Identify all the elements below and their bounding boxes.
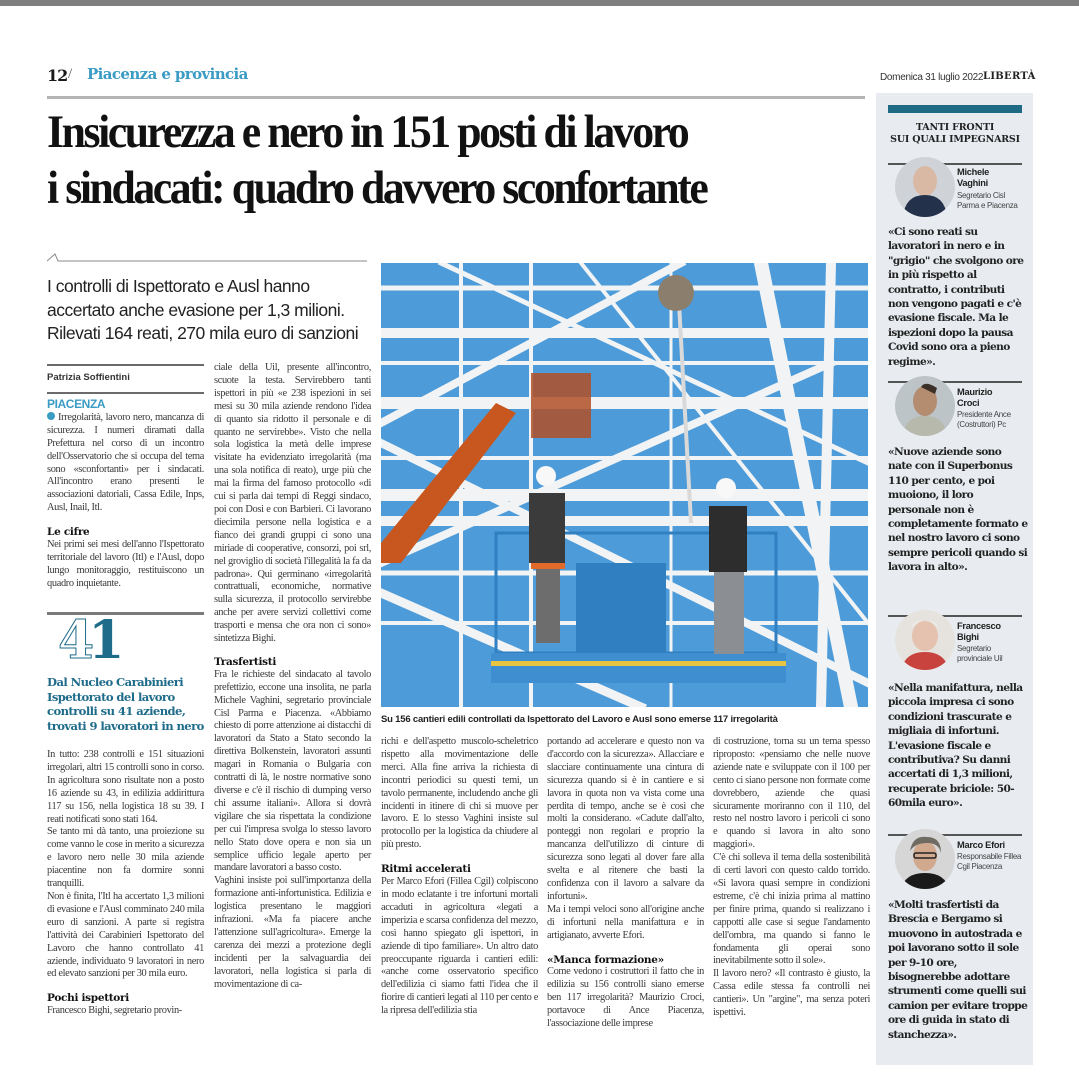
headline [47,104,819,216]
article-paragraph: Nei primi sei mesi dell'anno l'Ispettorato territoriale del lavoro (Itl) e l'Ausl, dopo lungo monitoraggio, restituiscono un quadro inquietante. [47,539,204,589]
article-intro: Irregolarità, lavoro nero, mancanza di sicurezza. I numeri diramati dalla Prefettura nel corso di un incontro dell'Osservatorio che si occupa del tema sono «sconfortanti» per i sindacati. All'incontro erano presenti le associazioni datoriali, Cassa Edile, Inps, Ausl, Inail, Itl. [47,411,204,514]
article-paragraph: Ma i tempi veloci sono all'origine anche di infortuni nella manifattura e in artigianato, avverte Efori. [547,903,704,941]
article-paragraph: ciale della Uil, presente all'incontro, scuote la testa. Servirebbero tanti ispettori in più «e 238 ispezioni in sei mesi su 30 mila aziende rendono l'idea di quanto sia ridotto il personale e di quanto ne servirebbe». Visto che nella sola logistica la metà delle imprese visitate ha evidenziato irregolarità (ma una sola notifica di reato), urge più che mai la firma del famoso protocollo «di cui si parla dai tempi di Reggi sindaco, poi con Dosi e con Barbieri. Ci lavorano diecimila persone nella logistica e a fianco dei grandi gruppi ci sono una miriade di cooperative, consorzi, poi srl, nel groviglio di società l'illegalità la fa da padrona». Qui germinano «irregolarità contrattuali, economiche, normative sulla sicurezza, il protocollo servirebbe anche per avere servizi collettivi come trasporti e mensa che ora non ci sono» sintetizza Bighi. [214,362,371,645]
person-name-line-2: Bighi [957,631,979,642]
person-name-line-1: Michele [957,167,990,177]
person-quote: «Molti trasfertisti da Brescia e Bergamo si muovono in autostrada e poi lavorano sotto il sole per 9-10 ore, bisognerebbe adottare strumenti come quelli sui camion per evitare troppe ore di guida in stato di stanchezza». [888,899,1028,1041]
subheadline [47,275,377,346]
portrait-icon [895,829,955,889]
article-paragraph: Francesco Bighi, segretario provin- [47,1005,182,1017]
person-name-line-1: Maurizio [957,387,993,397]
article-paragraph: Vaghini insiste poi sull'importanza della formazione anti-infortunistica. Edilizia e logistica presentano le maggiori infrazioni. «Ma fa piacere anche l'attenzione sull'agricoltura». Emerge la carenza dei mezzi a protezione degli incidenti per la salvaguardia dei lavoratori, nella logistica si parla di movimentazione di ca- [214,875,371,990]
subtitle-le-cifre: Le cifre [47,526,90,539]
factbox-digit-outline: 4 [58,610,89,671]
avatar-marco-efori [895,829,955,889]
article-paragraph: Per Marco Efori (Fillea Cgil) colpiscono in modo eclatante i tre infortuni mortali accaduti in agricoltura «legati a imperizia e scarsa confidenza del mezzo, così hanno spiegato gli ispettori, in aziende di tipo familiare». Un altro dato preoccupante riguarda i cantieri edili: «anche come osservatorio specifico dell'edilizia ci siamo fatti l'idea che il fiorire di cantieri legati al 110 per cento e la ripresa dell'edilizia stia [381,876,538,1017]
article-column-1-bottom [47,749,204,1018]
byline-rule-bottom [47,392,204,394]
article-column-3 [381,736,538,1018]
header-slash: / [68,66,73,82]
subtitle-ritmi-accelerati: Ritmi accelerati [381,863,471,876]
article-dateline: PIACENZA [47,397,106,411]
person-quote: «Nella manifattura, nella piccola impresa ci sono condizioni trascurate e migliaia di infortuni. L'evasione fiscale e contributiva? Su danni accertati di 1,3 milioni, recuperate briciole: 50-60mila euro». [888,682,1023,810]
article-column-4 [547,736,704,1031]
person-name [957,621,1001,642]
person-name-line-1: Francesco [957,621,1001,631]
header-divider [47,96,865,99]
article-paragraph: di costruzione, torna su un tema spesso riproposto: «pensiamo che nelle nuove aziende nate e sviluppate con il 100 per cento ci siano persone non formate come dovrebbero, aziende che quasi sicuramente moriranno con il 110, del resto nel nostro lavoro i pericoli ci sono e quando si lavora in alto sono maggiori». [713,736,870,851]
person-role: Segretario Cisl Parma e Piacenza [957,191,1018,210]
person-role: Segretario provinciale Uil [957,644,1003,663]
person-quote: «Ci sono reati su lavoratori in nero e in "grigio" che svolgono ore in più rispetto al contratto, i contributi non vengono pagati e c'è evasione fiscale. Ma le ispezioni dopo la pausa Covid sono ora a pieno regime». [888,226,1024,368]
article-column-5 [713,736,870,1020]
newspaper-masthead: LIBERTÀ [983,71,1036,82]
article-paragraph: Fra le richieste del sindacato al tavolo prefettizio, eccone una insolita, ne parla Michele Vaghini, segretario provinciale Cisl Parma e Piacenza. «Abbiamo chiesto di porre attenzione ai distacchi di lavoratori da Stato a Stato secondo la direttiva Bolkenstein, lavoratori assunti magari in Romania o Bulgaria con contratti di là, le nostre normative sono diverse e c'è il rischio di dumping verso chi assume italiani». Allora si dovrà vigilare che sia rispettata la condizione per cui l'impresa svolga lo stesso lavoro nello Stato dove opera e non sia un semplice ufficio legale aperto per mandare lavoratori a basso costo. [214,668,371,874]
bullet-icon [47,412,55,420]
portrait-icon [895,376,955,436]
person-quote: «Nuove aziende sono nate con il Superbonus 110 per cento, e poi muoiono, il loro personale non è completamente formato e nel nostro lavoro ci sono sempre pericoli quando si lavora in alto». [888,446,1028,574]
sidebar-title-line-2: SUI QUALI IMPEGNARSI [890,133,1020,145]
person-role: Presidente Ance (Costruttori) Pc [957,410,1011,429]
factbox-big-number [58,610,119,671]
article-column-2 [214,362,371,992]
factbox-digit-solid: 1 [88,610,119,671]
person-name-line-2: Vaghini [957,177,988,188]
portrait-icon [895,157,955,217]
article-paragraph: Il lavoro nero? «Il contrasto è giusto, la Cassa edile stessa fa controlli nei cantieri». Un "argine", ma senza poteri ispettivi. [713,968,870,1019]
article-paragraph: Se tanto mi dà tanto, una proiezione su come vanno le cose in merito a sicurezza e lavoro nero nelle 30 mila aziende piacentine non fa dormire sonni tranquilli. [47,826,204,890]
subhead-line-2: accertato anche evasione per 1,3 milioni. [47,299,345,320]
construction-photo-illustration [381,263,868,707]
byline-rule-top [47,364,204,366]
article-paragraph: portando ad accelerare e questo non va d'accordo con la sicurezza». Allacciare e slacciare continuamente una cintura di sicurezza quando si è in cantiere e si lavora in quota non va vista come una perdita di tempo, anche se è così che molti la considerano. «Cadute dall'alto, ponteggi non regolari e proprio la mancanza dell'utilizzo di cinture di sicurezza sono legati al dover fare alla svelta e al ritenere che basti la confidenza con il lavoro a salvare da infortuni». [547,736,704,902]
subtitle-trasfertisti: Trasfertisti [214,655,277,668]
byline: Patrizia Soffientini [47,372,130,383]
avatar-francesco-bighi [895,610,955,670]
section-title: Piacenza e provincia [87,65,248,83]
sidebar-title-line-1: TANTI FRONTI [915,122,995,133]
page-number: 12 [47,66,68,85]
issue-date: Domenica 31 luglio 2022 [880,72,984,83]
article-paragraph: richi e dell'aspetto muscolo-scheletrico rispetto alla movimentazione delle merci. Alla fine arriva la richiesta di incontri periodici su questi temi, un tavolo permanente, includendo anche gli incidenti in itinere di chi si muove per lavoro. E lo stesso Vaghini insiste sul protocollo per la logistica da chiudere al più presto. [381,736,538,851]
photo-caption: Su 156 cantieri edili controllati da Ispettorato del Lavoro e Ausl sono emerse 117 irregolarità [381,714,778,725]
subtitle-manca-formazione: «Manca formazione» [547,953,664,966]
subtitle-pochi-ispettori: Pochi ispettori [47,992,129,1005]
person-name [957,387,992,408]
article-column-1-top [47,398,204,591]
person-name-line-1: Marco Efori [957,840,1005,850]
top-frame-strip [0,0,1079,6]
headline-line-2: i sindacati: quadro davvero sconfortante [47,162,707,214]
article-paragraph: Non è finita, l'Itl ha accertato 1,3 milioni di evasione e l'Ausl comminato 240 mila euro di sanzioni. A parte si registra l'attività dei Carabinieri Ispettorato del Lavoro che hanno controllato 41 aziende, individuato 9 lavoratori in nero ed elevato sanzioni per 30 mila euro. [47,890,204,980]
avatar-michele-vaghini [895,157,955,217]
sidebar-accent-bar [888,105,1022,113]
subhead-line-1: I controlli di Ispettorato e Ausl hanno [47,276,310,296]
person-name [957,167,989,188]
subhead-line-3: Rilevati 164 reati, 270 mila euro di sanzioni [47,323,359,343]
person-role: Responsabile Fillea Cgil Piacenza [957,852,1022,871]
factbox-text: Dal Nucleo Carabinieri Ispettorato del lavoro controlli su 41 aziende, trovati 9 lavoratori in nero [47,675,204,733]
article-photo-construction-workers [381,263,868,707]
sidebar-title [880,122,1030,145]
article-paragraph: C'è chi solleva il tema della sostenibilità di certi lavori con questo caldo torrido. «Si lavora quasi sempre in condizioni estreme, c'è chi inizia prima al mattino per finire prima, quando si realizzano i cappotti alle case si segue l'andamento dell'ombra, ma quando si fanno le fondamenta gli operai sono inevitabilmente sotto il sole». [713,852,870,967]
headline-line-1: Insicurezza e nero in 151 posti di lavoro [47,106,688,158]
article-paragraph: Come vedono i costruttori il fatto che in edilizia su 156 controlli siano emerse ben 117 irregolarità? Maurizio Croci, portavoce di Ance Piacenza, l'associazione delle imprese [547,966,704,1030]
portrait-icon [895,610,955,670]
person-name [957,840,1005,851]
article-paragraph: In tutto: 238 controlli e 151 situazioni irregolari, altri 15 controlli sono in corso. In agricoltura sono risultate non a posto 16 aziende su 43, in edilizia addirittura 117 su 156, nella logistica 18 su 39. I reati notificati sono stati 164. [47,749,204,825]
person-name-line-2: Croci [957,397,980,408]
avatar-maurizio-croci [895,376,955,436]
subhead-rule-mark [47,252,367,262]
